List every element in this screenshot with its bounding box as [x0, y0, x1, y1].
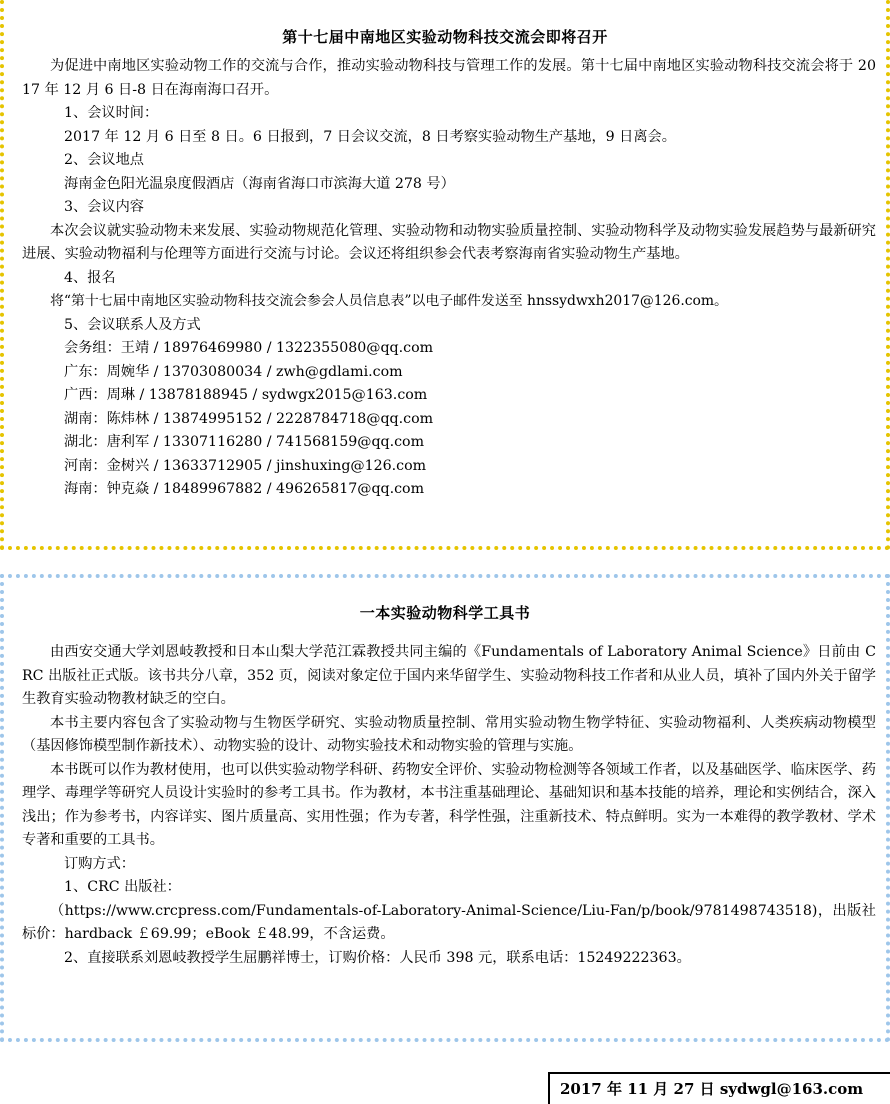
contact-row: 广西：周琳 / 13878188945 / sydwgx2015@163.com	[64, 387, 428, 403]
book-title: 一本实验动物科学工具书	[359, 604, 531, 622]
notice-title: 第十七届中南地区实验动物科技交流会即将召开	[282, 28, 608, 46]
section-registration-heading: 4、报名	[64, 269, 116, 286]
book-paragraph-3: 本书既可以作为教材使用，也可以供实验动物学科研、药物安全评价、实验动物检测等各领域工作者，以及基础医学、临床医学、药理学、毒理学等研究人员设计实验时的参考工具书。作为教材，本书注重基础理论、基础知识和基本技能的培养，理论和实例结合，深入浅出；作为参考书，内容详实、图片质量高、实用性强；作为专著，科学性强，注重新技术、特点鲜明。实为一本难得的教学教材、学术专著和重要的工具书。	[22, 761, 876, 848]
order-option-1-body: （https://www.crcpress.com/Fundamentals-of-Laboratory-Animal-Science/Liu-Fan/p/book/9781498743518)，出版社标价：hardback ￡69.99；eBook ￡48.99，不含运费。	[22, 902, 876, 942]
footer-date-email: 2017 年 11 月 27 日 sydwgl@163.com	[548, 1072, 890, 1104]
book-announcement-box	[0, 574, 890, 1042]
contact-row: 广东：周婉华 / 13703080034 / zwh@gdlami.com	[64, 363, 403, 380]
book-paragraph-1: 由西安交通大学刘恩岐教授和日本山梨大学范江霖教授共同主编的《Fundamentals of Laboratory Animal Science》日前由 CRC 出版社正式版。该书共分八章，352 页，阅读对象定位于国内来华留学生、实验动物科技工作者和从业人员，填补了国内外关于留学生教育实验动物教材缺乏的空白。	[22, 644, 876, 707]
contact-row: 河南：金树兴 / 13633712905 / jinshuxing@126.com	[64, 457, 427, 474]
section-content-body: 本次会议就实验动物未来发展、实验动物规范化管理、实验动物和动物实验质量控制、实验动物科学及动物实验发展趋势与最新研究进展、实验动物福利与伦理等方面进行交流与讨论。会议还将组织参会代表考察海南省实验动物生产基地。	[22, 222, 876, 262]
section-contacts-heading: 5、会议联系人及方式	[64, 316, 201, 333]
contact-row: 湖南：陈炜林 / 13874995152 / 2228784718@qq.com	[64, 410, 434, 427]
meeting-notice-box	[0, 0, 890, 550]
contact-row: 会务组：王靖 / 18976469980 / 1322355080@qq.com	[64, 340, 434, 356]
section-time-heading: 1、会议时间：	[64, 105, 159, 121]
section-venue-heading: 2、会议地点	[64, 152, 144, 168]
contact-row: 湖北：唐利军 / 13307116280 / 741568159@qq.com	[64, 434, 425, 450]
section-registration-body: 将“第十七届中南地区实验动物科技交流会参会人员信息表”以电子邮件发送至 hnssydwxh2017@126.com。	[50, 293, 728, 309]
book-paragraph-2: 本书主要内容包含了实验动物与生物医学研究、实验动物质量控制、常用实验动物生物学特征、实验动物福利、人类疾病动物模型（基因修饰模型制作新技术）、动物实验的设计、动物实验技术和动物实验的管理与实施。	[22, 714, 876, 754]
order-heading: 订购方式：	[64, 855, 135, 872]
section-content-heading: 3、会议内容	[64, 199, 144, 215]
section-time-body: 2017 年 12 月 6 日至 8 日。6 日报到，7 日会议交流，8 日考察实验动物生产基地，9 日离会。	[64, 128, 676, 145]
notice-intro: 为促进中南地区实验动物工作的交流与合作，推动实验动物科技与管理工作的发展。第十七届中南地区实验动物科技交流会将于 2017 年 12 月 6 日-8 日在海南海口召开。	[22, 58, 876, 98]
section-venue-body: 海南金色阳光温泉度假酒店（海南省海口市滨海大道 278 号）	[64, 175, 455, 192]
contact-row: 海南：钟克焱 / 18489967882 / 496265817@qq.com	[64, 481, 425, 497]
order-option-1-heading: 1、CRC 出版社：	[64, 879, 181, 895]
order-option-2: 2、直接联系刘恩岐教授学生屈鹏祥博士，订购价格：人民币 398 元，联系电话：15249222363。	[64, 949, 691, 966]
